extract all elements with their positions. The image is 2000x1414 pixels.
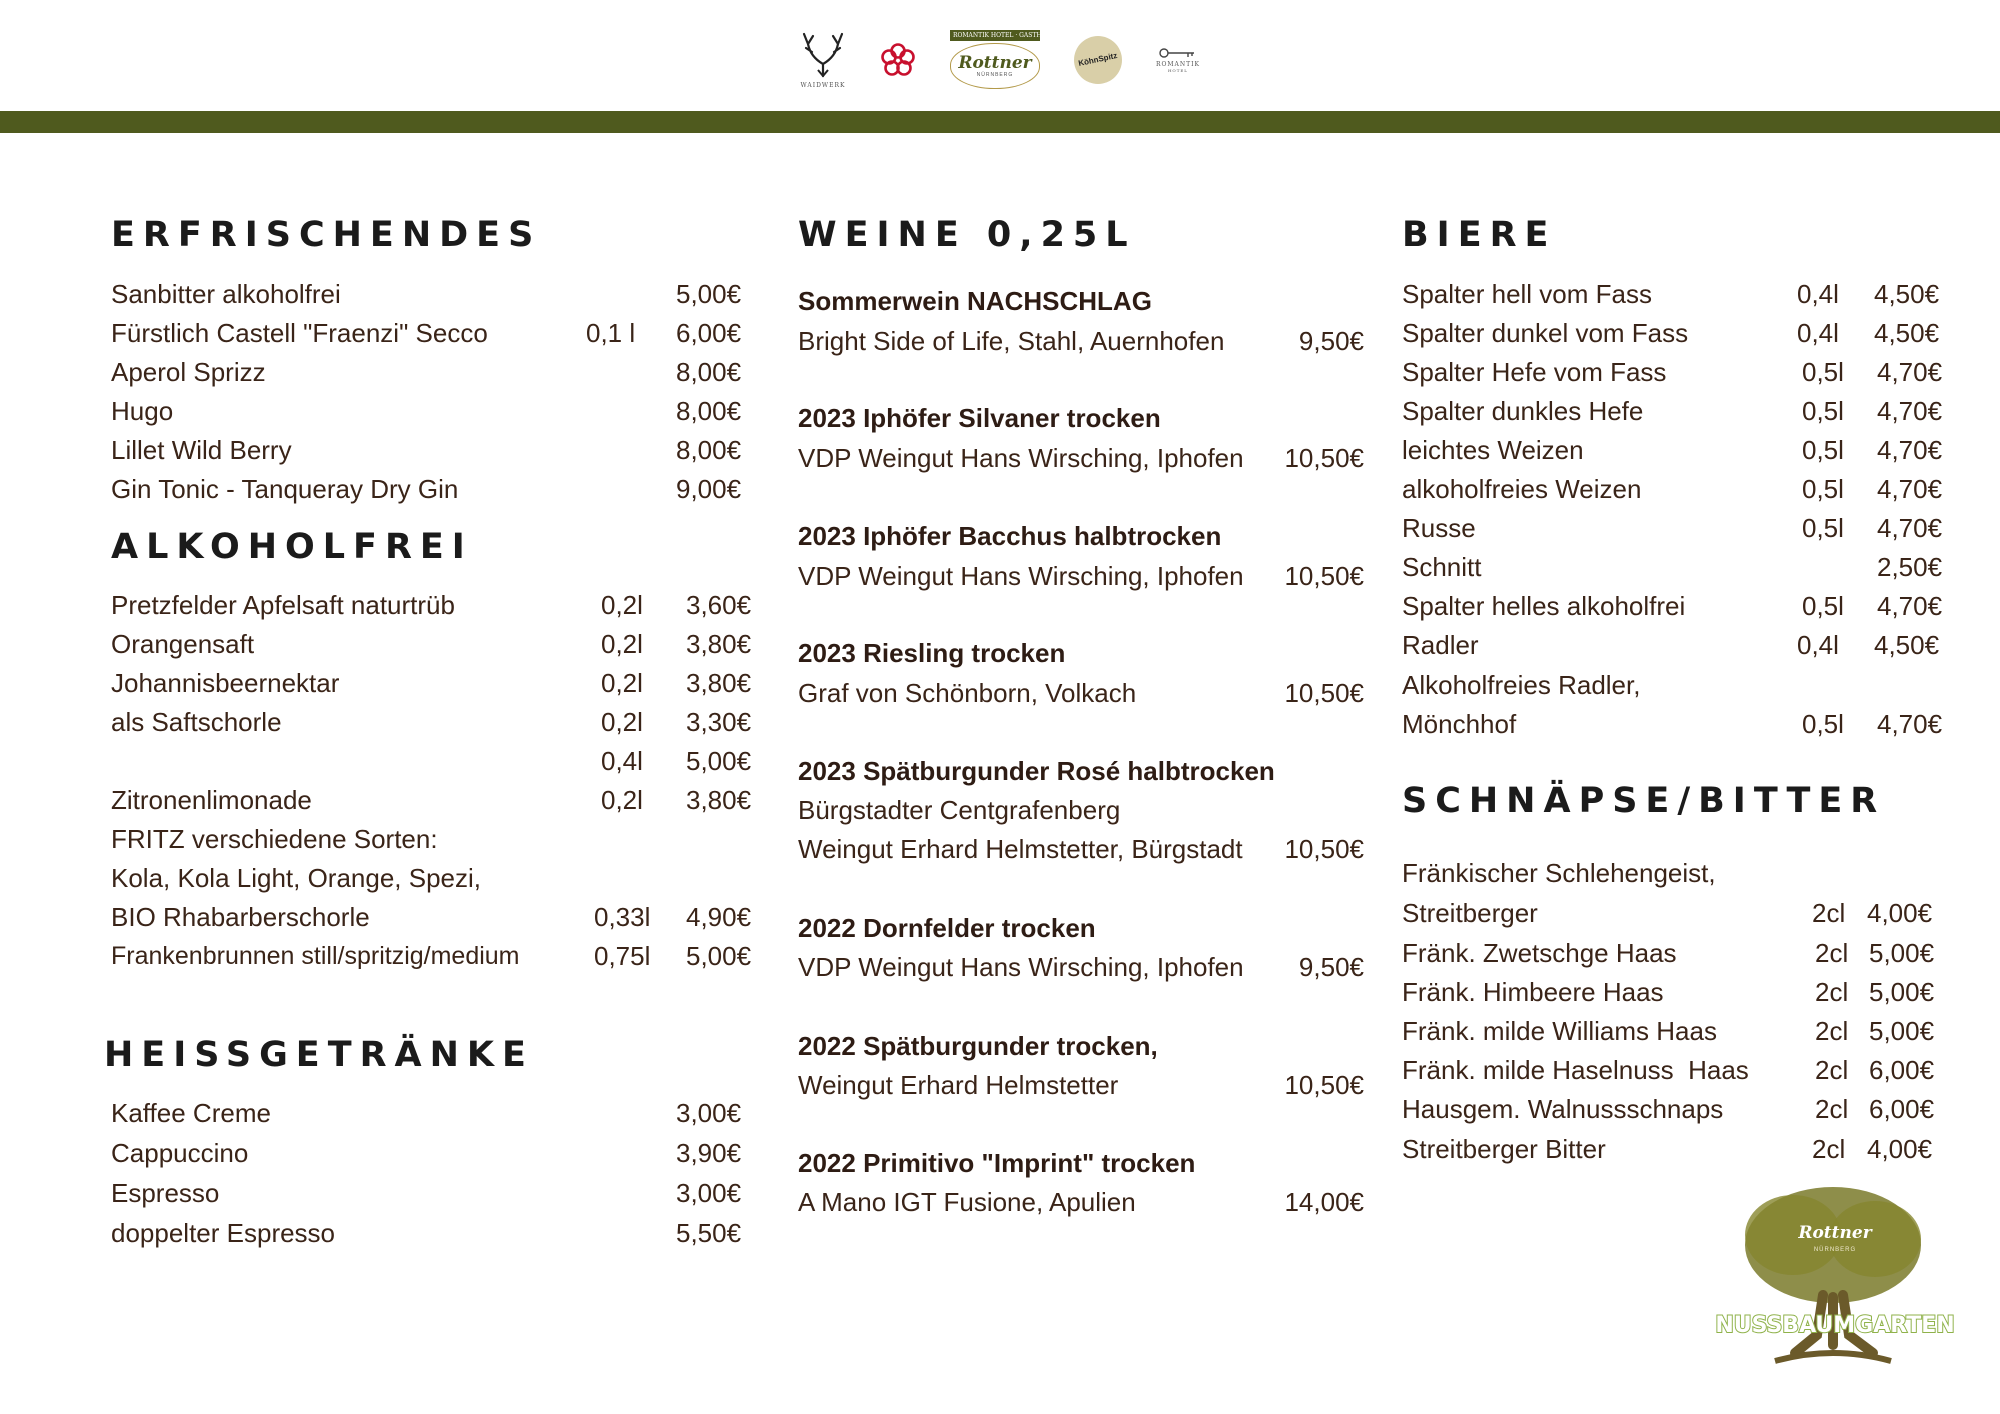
tree-logo-label: NUSSBAUMGARTEN <box>1715 1313 1955 1338</box>
partner-logos <box>800 22 1200 97</box>
romantik-label: ROMANTIK <box>1155 60 1200 68</box>
wine-producer: VDP Weingut Hans Wirsching, Iphofen <box>798 443 1244 473</box>
romantik-sub: HOTEL <box>1167 67 1188 73</box>
wine-title: 2023 Iphöfer Silvaner trocken <box>798 403 1161 433</box>
wine-price: 10,50€ <box>1284 678 1364 708</box>
wine-title: 2023 Riesling trocken <box>798 638 1066 668</box>
section-heading-alkoholfrei: ALKOHOLFREI <box>111 527 473 567</box>
wine-price: 10,50€ <box>1284 1070 1364 1100</box>
waidwerk-logo <box>800 30 846 89</box>
romantik-logo <box>1156 47 1200 73</box>
wine-title: 2023 Iphöfer Bacchus halbtrocken <box>798 521 1222 551</box>
wine-producer: Graf von Schönborn, Volkach <box>798 678 1137 708</box>
wine-title: 2022 Dornfelder trocken <box>798 913 1096 943</box>
genuss-label: KöhnSpitz <box>1077 50 1119 69</box>
section-heading-erfrischendes: ERFRISCHENDES <box>111 215 542 255</box>
wine-origin: Bürgstadter Centgrafenberg <box>798 795 1121 825</box>
wine-producer: Bright Side of Life, Stahl, Auernhofen <box>798 326 1225 356</box>
section-heading-heissgetraenke: HEISSGETRÄNKE <box>104 1035 534 1075</box>
wine-producer: Weingut Erhard Helmstetter, Bürgstadt <box>798 834 1243 864</box>
antlers-icon <box>800 30 846 80</box>
wine-price: 10,50€ <box>1284 443 1364 473</box>
wine-title: 2022 Spätburgunder trocken, <box>798 1031 1158 1061</box>
wine-price: 9,50€ <box>1298 952 1364 982</box>
wine-producer: Weingut Erhard Helmstetter <box>798 1070 1119 1100</box>
wine-title: 2022 Primitivo "Imprint" trocken <box>798 1148 1196 1178</box>
header-band <box>0 111 2000 133</box>
wine-producer: A Mano IGT Fusione, Apulien <box>798 1187 1136 1217</box>
section-heading-weine: WEINE 0,25L <box>798 215 1136 255</box>
rottner-logo <box>950 30 1056 89</box>
wine-producer: VDP Weingut Hans Wirsching, Iphofen <box>798 952 1244 982</box>
wine-price: 9,50€ <box>1298 326 1364 356</box>
tree-logo-name: Rottner <box>1798 1223 1872 1243</box>
nussbaumgarten-logo <box>1705 1185 1965 1385</box>
waidwerk-label: WAIDWERK <box>800 82 846 89</box>
wine-producer: VDP Weingut Hans Wirsching, Iphofen <box>798 561 1244 591</box>
rottner-name: Rottner <box>958 53 1032 73</box>
michelin-star-logo <box>880 42 916 78</box>
section-heading-schnaepse: SCHNÄPSE/BITTER <box>1402 781 1886 821</box>
michelin-flower-icon <box>880 42 916 78</box>
wine-title: Sommerwein NACHSCHLAG <box>798 286 1152 316</box>
wine-title: 2023 Spätburgunder Rosé halbtrocken <box>798 756 1275 786</box>
rottner-banner: ROMANTIK HOTEL · GASTHAUS <box>950 30 1040 41</box>
wine-price: 10,50€ <box>1284 561 1364 591</box>
rottner-city: NÜRNBERG <box>976 72 1014 78</box>
tree-logo-city: NÜRNBERG <box>1813 1247 1857 1253</box>
key-icon <box>1158 47 1198 59</box>
walnut-tree-icon <box>1705 1185 1965 1385</box>
wine-price: 14,00€ <box>1284 1187 1364 1217</box>
wine-price: 10,50€ <box>1284 834 1364 864</box>
section-heading-biere: BIERE <box>1402 215 1557 255</box>
genuss-logo <box>1074 36 1122 84</box>
